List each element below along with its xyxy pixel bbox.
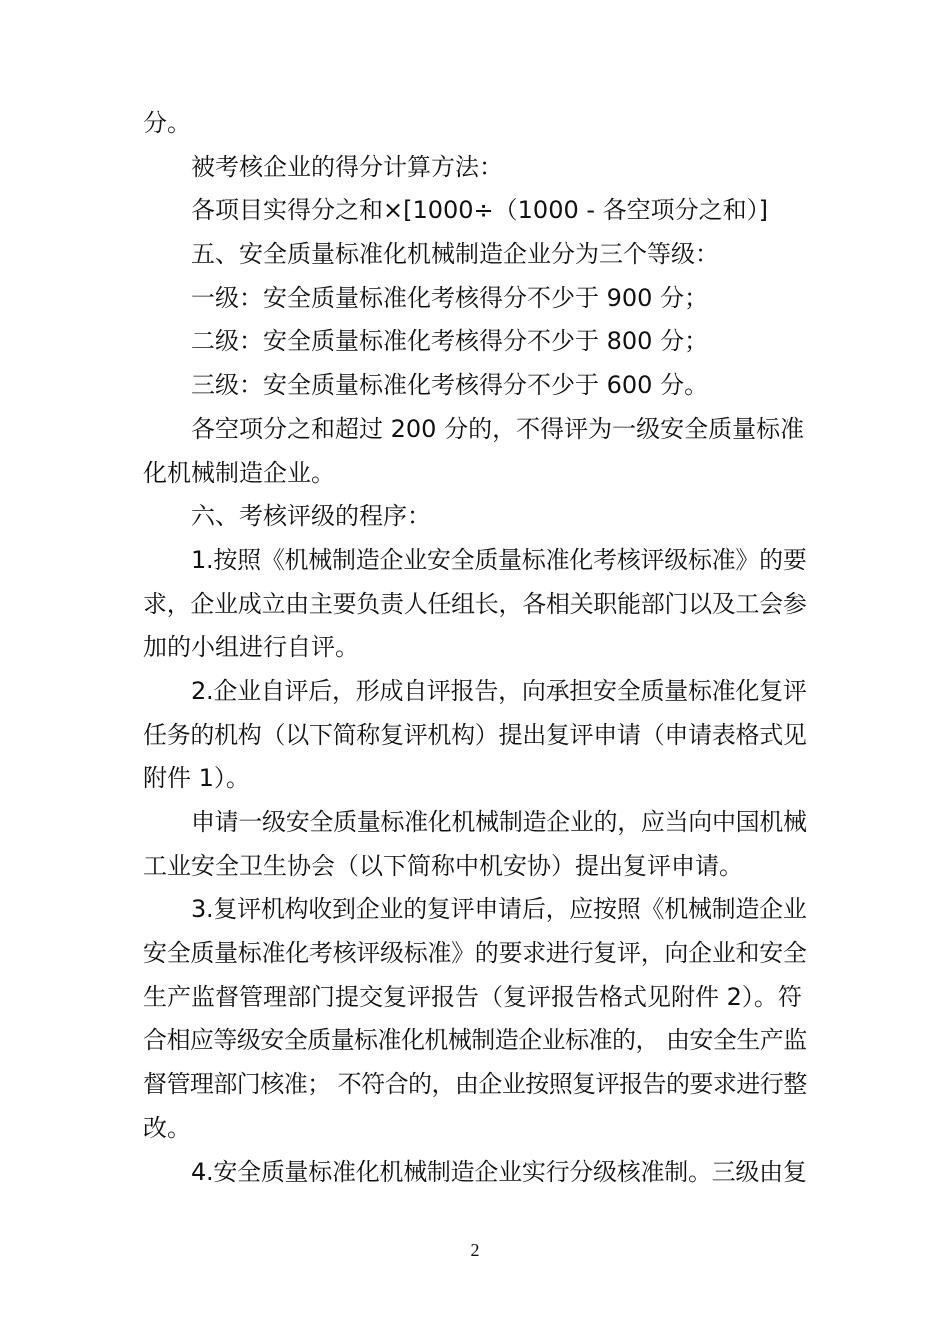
text-line: 二级：安全质量标准化考核得分不少于 800 分；	[191, 327, 709, 356]
text-line: 3.复评机构收到企业的复评申请后，应按照《机械制造企业	[191, 895, 807, 924]
text-line: 化机械制造企业。	[143, 458, 335, 487]
text-line: 附件 1）。	[143, 764, 250, 793]
text-line: 任务的机构（以下简称复评机构）提出复评申请（申请表格式见	[143, 720, 807, 749]
text-line: 1.按照《机械制造企业安全质量标准化考核评级标准》的要	[191, 545, 807, 574]
text-line: 申请一级安全质量标准化机械制造企业的，应当向中国机械	[191, 808, 807, 836]
text-line: 督管理部门核准； 不符合的，由企业按照复评报告的要求进行整	[143, 1070, 807, 1099]
page-number: 2	[470, 1240, 480, 1260]
text-line: 改。	[143, 1113, 191, 1142]
text-line: 六、考核评级的程序：	[191, 502, 431, 531]
text-line: 合相应等级安全质量标准化机械制造企业标准的， 由安全生产监	[143, 1026, 807, 1055]
body-text	[143, 102, 807, 1194]
text-line: 被考核企业的得分计算方法：	[191, 152, 503, 181]
text-line: 一级：安全质量标准化考核得分不少于 900 分；	[191, 283, 709, 312]
text-line: 工业安全卫生协会（以下简称中机安协）提出复评申请。	[143, 851, 743, 880]
text-line: 生产监督管理部门提交复评报告（复评报告格式见附件 2）。符	[143, 982, 802, 1011]
text-line: 2.企业自评后，形成自评报告，向承担安全质量标准化复评	[191, 676, 807, 705]
text-line: 五、安全质量标准化机械制造企业分为三个等级：	[191, 240, 719, 269]
text-line: 安全质量标准化考核评级标准》的要求进行复评，向企业和安全	[143, 939, 807, 968]
text-line: 三级：安全质量标准化考核得分不少于 600 分。	[191, 371, 709, 400]
text-line: 各项目实得分之和×[1000÷（1000 - 各空项分之和）]	[191, 196, 769, 225]
text-line: 分。	[143, 109, 191, 137]
text-line: 求，企业成立由主要负责人任组长，各相关职能部门以及工会参	[143, 589, 807, 618]
text-line: 加的小组进行自评。	[143, 633, 359, 662]
text-line: 4.安全质量标准化机械制造企业实行分级核准制。三级由复	[191, 1157, 807, 1186]
text-line: 各空项分之和超过 200 分的，不得评为一级安全质量标准	[191, 414, 805, 443]
